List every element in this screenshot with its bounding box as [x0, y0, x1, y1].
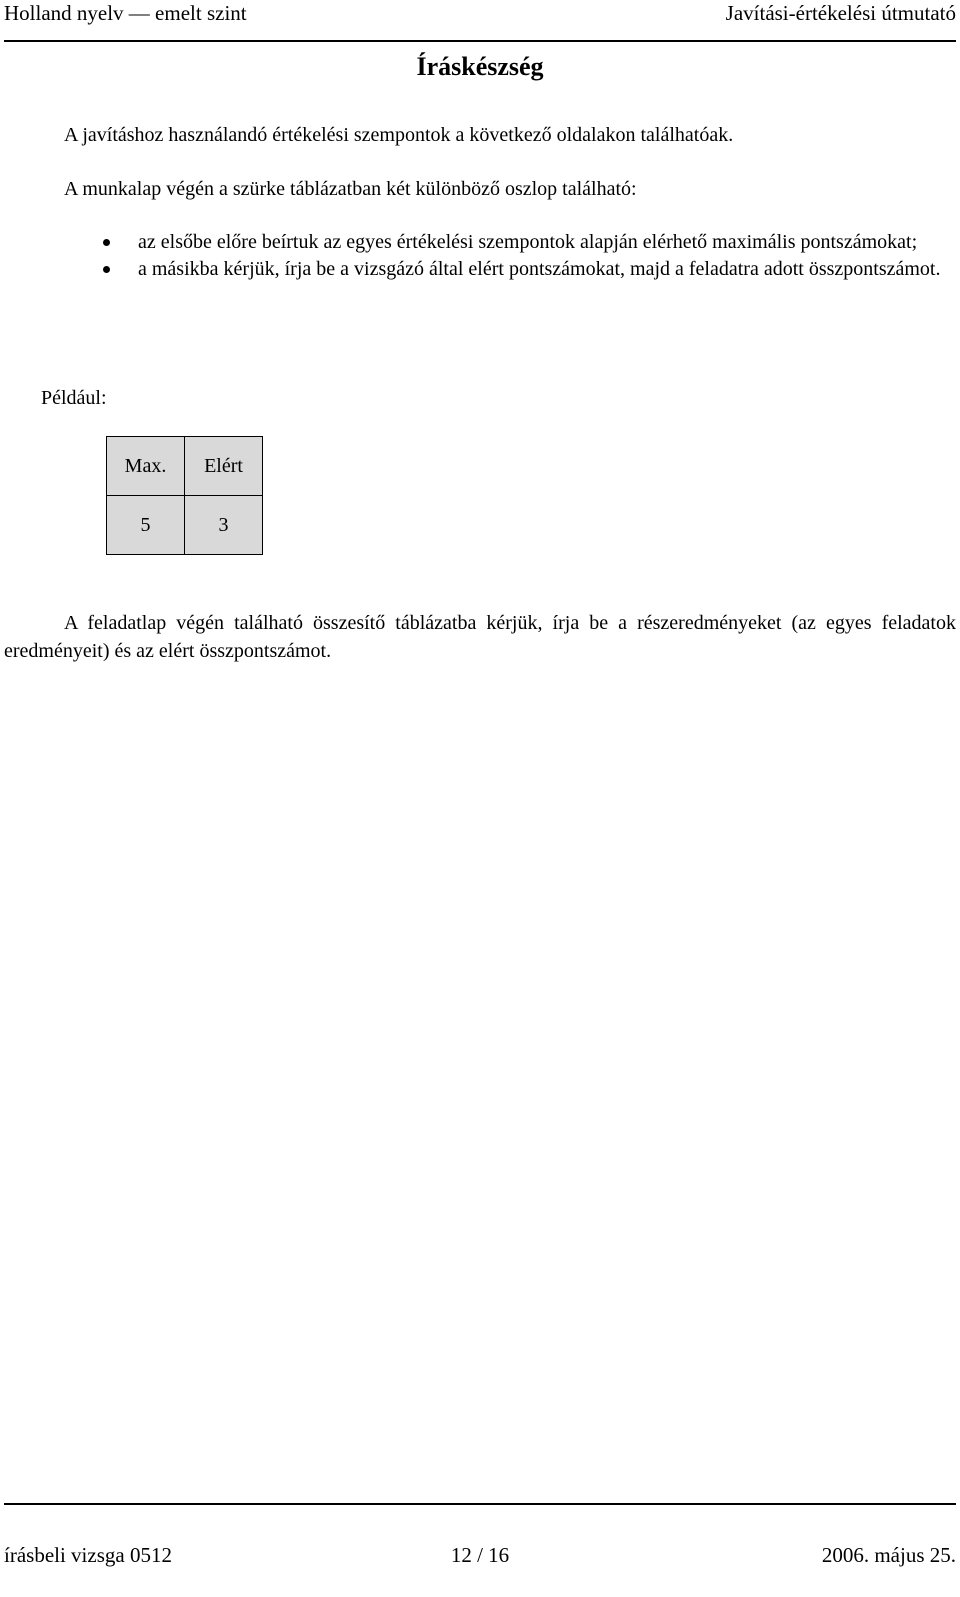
header-cell-achieved: Elért — [185, 437, 263, 496]
page-number: 12 / 16 — [450, 1543, 510, 1567]
table-row — [107, 437, 263, 496]
footer-date: 2006. május 25. — [821, 1543, 956, 1567]
value-cell-achieved: 3 — [185, 496, 263, 555]
footer-left-text: írásbeli vizsga 0512 — [4, 1543, 172, 1567]
table-row — [107, 496, 263, 555]
header-left-text: Holland nyelv — emelt szint — [4, 1, 247, 25]
header-cell-max: Max. — [107, 437, 185, 496]
list-item — [100, 229, 956, 256]
header-divider — [4, 40, 956, 42]
summary-paragraph: A feladatlap végén található összesítő táblázatba kérjük, írja be a részeredményeket (az egyes feladatok eredményeit) és az elért összpontszámot. — [4, 612, 956, 662]
value-cell-max: 5 — [107, 496, 185, 555]
footer-divider — [4, 1503, 956, 1505]
score-table — [106, 436, 263, 555]
columns-paragraph: A munkalap végén a szürke táblázatban két különböző oszlop található: — [64, 178, 637, 200]
page-title: Íráskészség — [416, 52, 544, 81]
bullet-icon — [103, 266, 110, 273]
header-right-text: Javítási-értékelési útmutató — [725, 1, 956, 25]
example-label: Például: — [41, 387, 107, 409]
list-item-text: a másikba kérjük, írja be a vizsgázó által elért pontszámokat, majd a feladatra adott összpontszámot. — [138, 258, 941, 280]
bullet-icon — [103, 239, 110, 246]
intro-paragraph: A javításhoz használandó értékelési szempontok a következő oldalakon találhatóak. — [64, 124, 734, 146]
column-description-list — [100, 229, 956, 283]
list-item — [100, 256, 956, 283]
list-item-text: az elsőbe előre beírtuk az egyes értékelési szempontok alapján elérhető maximális pontszámokat; — [138, 231, 918, 253]
